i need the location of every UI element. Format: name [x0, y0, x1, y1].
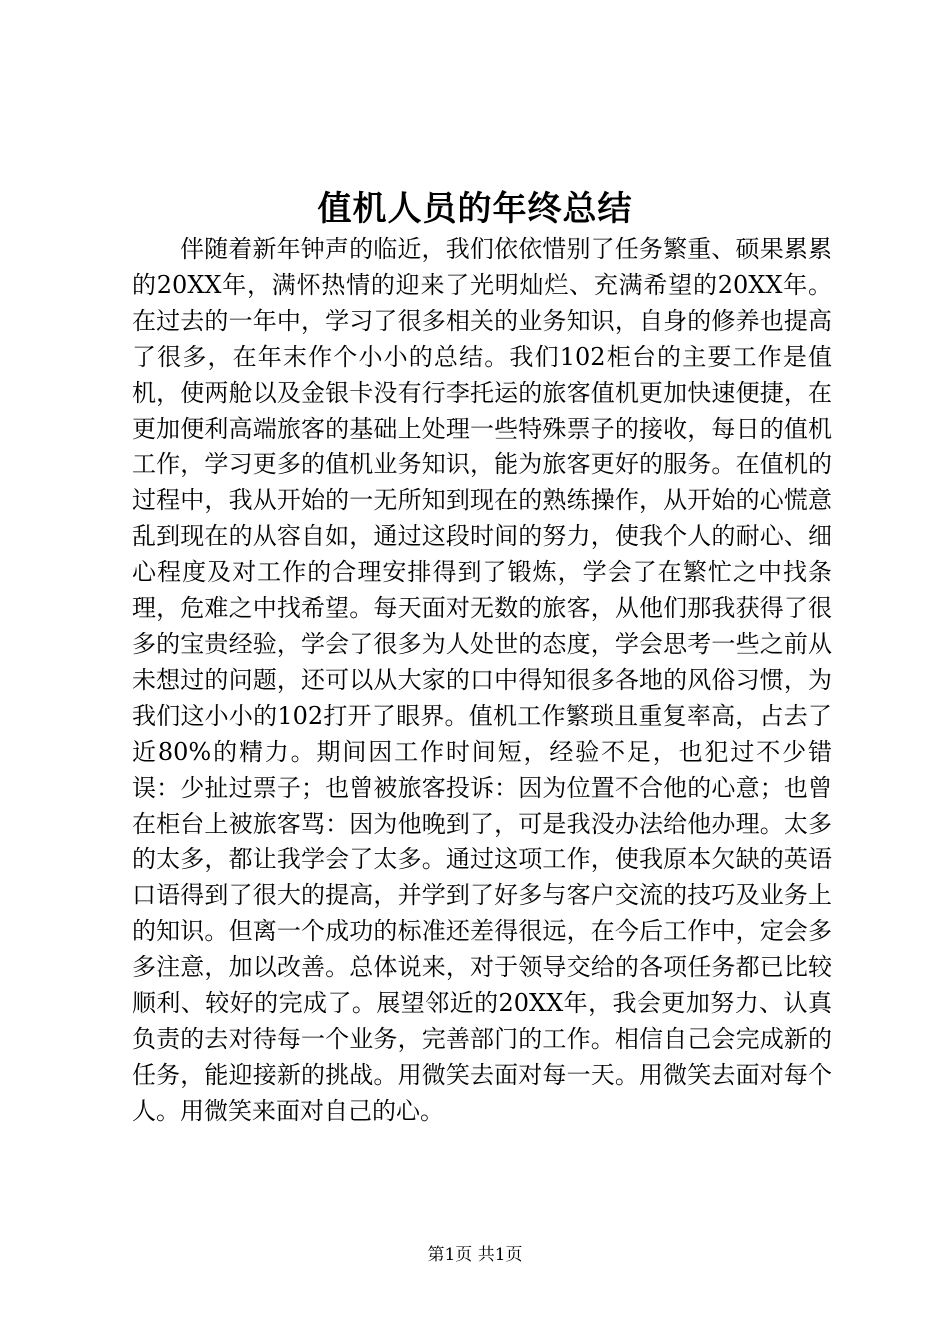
page-number-footer: 第1页 共1页 — [427, 1245, 523, 1265]
document-body-paragraph: 伴随着新年钟声的临近，我们依依惜别了任务繁重、硕果累累的20XX年，满怀热情的迎来了光明灿烂、充满希望的20XX年。在过去的一年中，学习了很多相关的业务知识，自身的修养也提高了很多，在年末作个小小的总结。我们102柜台的主要工作是值机，使两舱以及金银卡没有行李托运的旅客值机更加快速便捷，在更加便利高端旅客的基础上处理一些特殊票子的接收，每日的值机工作，学习更多的值机业务知识，能为旅客更好的服务。在值机的过程中，我从开始的一无所知到现在的熟练操作，从开始的心慌意乱到现在的从容自如，通过这段时间的努力，使我个人的耐心、细心程度及对工作的合理安排得到了锻炼，学会了在繁忙之中找条理，危难之中找希望。每天面对无数的旅客，从他们那我获得了很多的宝贵经验，学会了很多为人处世的态度，学会思考一些之前从未想过的问题，还可以从大家的口中得知很多各地的风俗习惯，为我们这小小的102打开了眼界。值机工作繁琐且重复率高，占去了近80%的精力。期间因工作时间短，经验不足，也犯过不少错误：少扯过票子；也曾被旅客投诉：因为位置不合他的心意；也曾在柜台上被旅客骂：因为他晚到了，可是我没办法给他办理。太多的太多，都让我学会了太多。通过这项工作，使我原本欠缺的英语口语得到了很大的提高，并学到了好多与客户交流的技巧及业务上的知识。但离一个成功的标准还差得很远，在今后工作中，定会多多注意，加以改善。总体说来，对于领导交给的各项任务都已比较顺利、较好的完成了。展望邻近的20XX年，我会更加努力、认真负责的去对待每一个业务，完善部门的工作。相信自己会完成新的任务，能迎接新的挑战。用微笑去面对每一天。用微笑去面对每个人。用微笑来面对自己的心。 — [132, 235, 832, 1125]
document-title: 值机人员的年终总结 — [317, 189, 633, 229]
